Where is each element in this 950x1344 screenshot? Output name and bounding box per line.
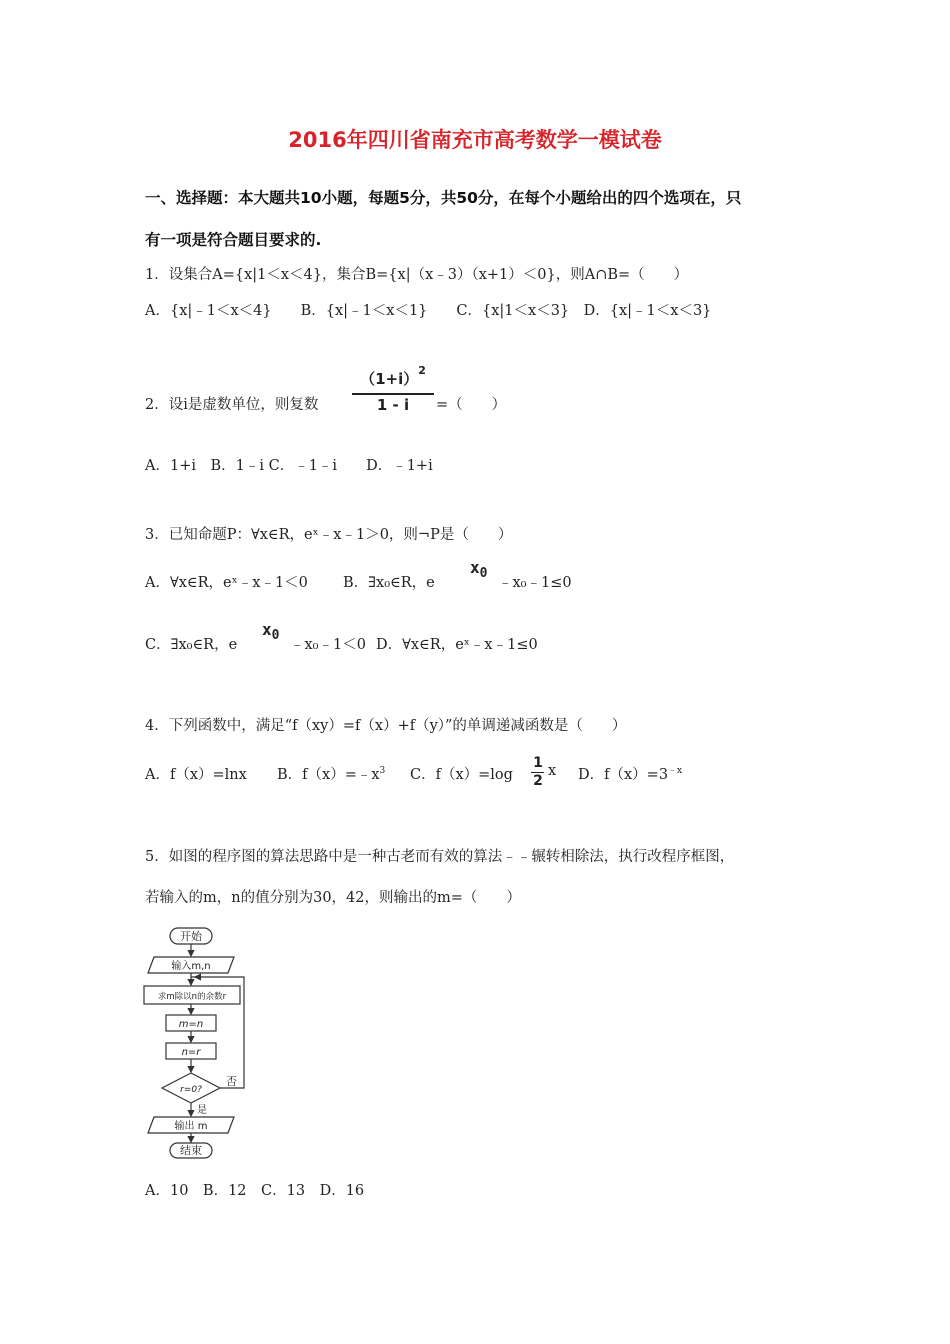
question-2-options: A．1+i B．1﹣i C．﹣1﹣i D．﹣1+i: [145, 458, 433, 474]
question-4-option-c-post: x: [548, 763, 557, 779]
question-4-stem: 4．下列函数中，满足“f（xy）=f（x）+f（y）”的单调递减函数是（ ）: [145, 718, 627, 734]
question-1-stem: 1．设集合A={x|1＜x＜4}，集合B={x|（x﹣3）（x+1）＜0}，则A∩B=（ ）: [145, 267, 689, 283]
fraction-bar: [352, 393, 434, 395]
question-3-option-b-pre: B．∃x₀∈R，e: [343, 575, 435, 591]
fraction-denominator: 1 - i: [376, 396, 410, 414]
question-5-stem-line2: 若输入的m，n的值分别为30，42，则输出的m=（ ）: [145, 890, 521, 906]
flowchart-input-label: 输入m,n: [171, 961, 211, 972]
fraction-exponent: 2: [418, 364, 426, 377]
question-3-option-b-exponent: $x_0$: [470, 558, 488, 581]
question-4-option-d: D．$f(x)=3^{﹣x}$: [578, 766, 683, 783]
flowchart-assign-m-label: m=n: [178, 1019, 204, 1030]
section-heading-line1: 一、选择题：本大题共10小题，每题5分，共50分，在每个小题给出的四个选项在，只: [145, 189, 742, 207]
flowchart-assign-n-label: n=r: [181, 1047, 201, 1058]
flowchart-start-label: 开始: [180, 930, 202, 943]
question-3-option-d: D．∀x∈R，eˣ﹣x﹣1≤0: [376, 637, 538, 653]
flowchart-remainder-label: 求m除以n的余数r: [157, 992, 227, 1002]
question-3-option-c-exponent: $x_0$: [262, 620, 280, 643]
question-3-option-c-post: ﹣x₀﹣1＜0: [290, 637, 366, 653]
section-heading-line2: 有一项是符合题目要求的.: [145, 231, 322, 249]
question-4-option-a: A．f（x）=lnx: [145, 767, 247, 783]
question-3-stem: 3．已知命题P：∀x∈R，eˣ﹣x﹣1＞0，则¬P是（ ）: [145, 527, 513, 543]
question-5-options: A．10 B．12 C．13 D．16: [145, 1183, 365, 1199]
question-4-option-b: B．$f(x)=﹣x^3$: [277, 766, 386, 783]
fraction-numerator: （1+i）: [360, 370, 419, 388]
algorithm-flowchart: [140, 924, 246, 1160]
question-5-stem-line1: 5．如图的程序图的算法思路中是一种古老而有效的算法﹣﹣辗转相除法，执行改程序框图，: [145, 849, 735, 865]
flowchart-end-label: 结束: [180, 1144, 202, 1157]
flowchart-condition-label: r=0?: [180, 1085, 202, 1095]
question-2-stem: 2．设i是虚数单位，则复数: [145, 397, 319, 413]
question-2-stem-end: =（ ）: [436, 397, 507, 413]
page-title: 2016年四川省南充市高考数学一模试卷: [288, 128, 662, 152]
question-3-option-b-post: ﹣x₀﹣1≤0: [498, 575, 572, 591]
question-4-option-c-pre: C．f（x）=log: [410, 767, 513, 783]
flowchart-output-label: 输出 m: [174, 1121, 208, 1132]
question-1-options: A．{x|﹣1＜x＜4} B．{x|﹣1＜x＜1} C．{x|1＜x＜3} D．{x|﹣1＜x＜3}: [145, 303, 712, 319]
question-3-option-c-pre: C．∃x₀∈R，e: [145, 637, 238, 653]
question-3-option-a: A．∀x∈R，eˣ﹣x﹣1＜0: [145, 575, 308, 591]
flowchart-yes-label: 是: [197, 1105, 207, 1116]
flowchart-no-label: 否: [226, 1075, 237, 1088]
